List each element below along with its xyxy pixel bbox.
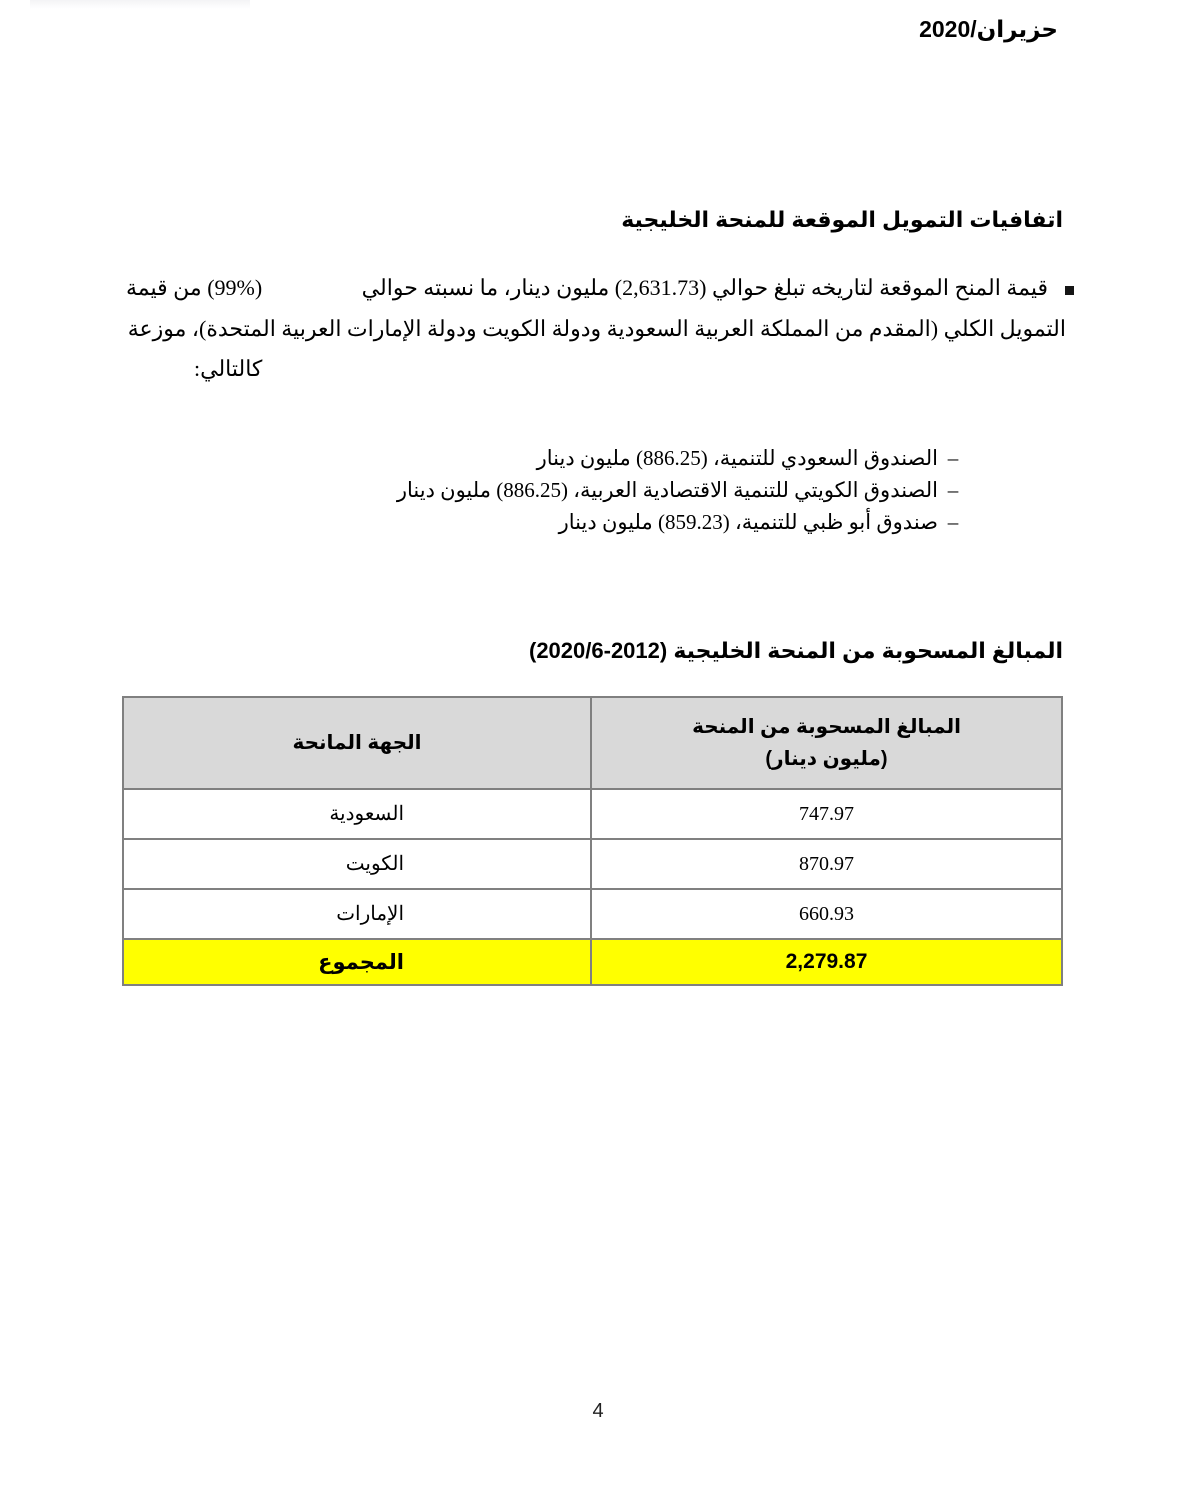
paragraph-line-2: التمويل الكلي (المقدم من المملكة العربية السعودية ودولة الكويت ودولة الإمارات العربية المتحدة)، موزعة <box>127 315 1066 341</box>
table-caption: المبالغ المسحوبة من المنحة الخليجية (2012-2020/6) <box>528 638 1063 663</box>
cell-amount: 870.97 <box>591 839 1062 889</box>
list-item <box>126 475 1066 507</box>
paragraph-line-1 <box>126 272 1066 305</box>
intro-paragraph <box>126 272 1066 386</box>
column-header-amount <box>591 697 1062 789</box>
dash-icon: – <box>947 477 959 502</box>
withdrawals-table <box>128 696 1063 986</box>
cell-entity: الكويت <box>123 839 591 889</box>
table-row <box>123 889 1062 939</box>
list-item-label: الصندوق السعودي للتنمية، (886.25) مليون دينار <box>536 446 938 470</box>
paragraph-line-3: كالتالي: <box>194 356 263 382</box>
dash-icon: – <box>947 446 959 470</box>
page-number: 4 <box>592 1400 604 1422</box>
list-item-label: الصندوق الكويتي للتنمية الاقتصادية العربية، (886.25) مليون دينار <box>396 477 938 502</box>
scan-artifact <box>30 0 250 9</box>
cell-amount: 660.93 <box>591 889 1062 939</box>
column-header-amount-line2: (مليون دينار) <box>765 748 888 770</box>
cell-entity: الإمارات <box>123 889 591 939</box>
paragraph-line-1-left: (99%) من قيمة <box>126 275 263 300</box>
list-item-label: صندوق أبو ظبي للتنمية، (859.23) مليون دينار <box>558 509 938 534</box>
list-item <box>126 443 1066 475</box>
column-header-entity: الجهة المانحة <box>123 697 591 789</box>
column-header-amount-line1: المبالغ المسحوبة من المنحة <box>692 716 961 738</box>
cell-total-label: المجموع <box>123 939 591 985</box>
paragraph-line-1-right: قيمة المنح الموقعة لتاريخه تبلغ حوالي (2,631.73) مليون دينار، ما نسبته حوالي <box>361 275 1048 300</box>
table-row <box>123 789 1062 839</box>
table-header-row <box>123 697 1062 789</box>
cell-total-amount: 2,279.87 <box>591 939 1062 985</box>
bullet-icon <box>1065 286 1074 295</box>
page-title: اتفافيات التمويل الموقعة للمنحة الخليجية <box>621 207 1063 232</box>
table-total-row <box>123 939 1062 985</box>
cell-entity: السعودية <box>123 789 591 839</box>
dash-icon: – <box>947 509 959 534</box>
list-item <box>126 507 1066 539</box>
cell-amount: 747.97 <box>591 789 1062 839</box>
header-date: حزيران/2020 <box>919 16 1058 42</box>
table-row <box>123 839 1062 889</box>
funds-list <box>126 443 1066 539</box>
